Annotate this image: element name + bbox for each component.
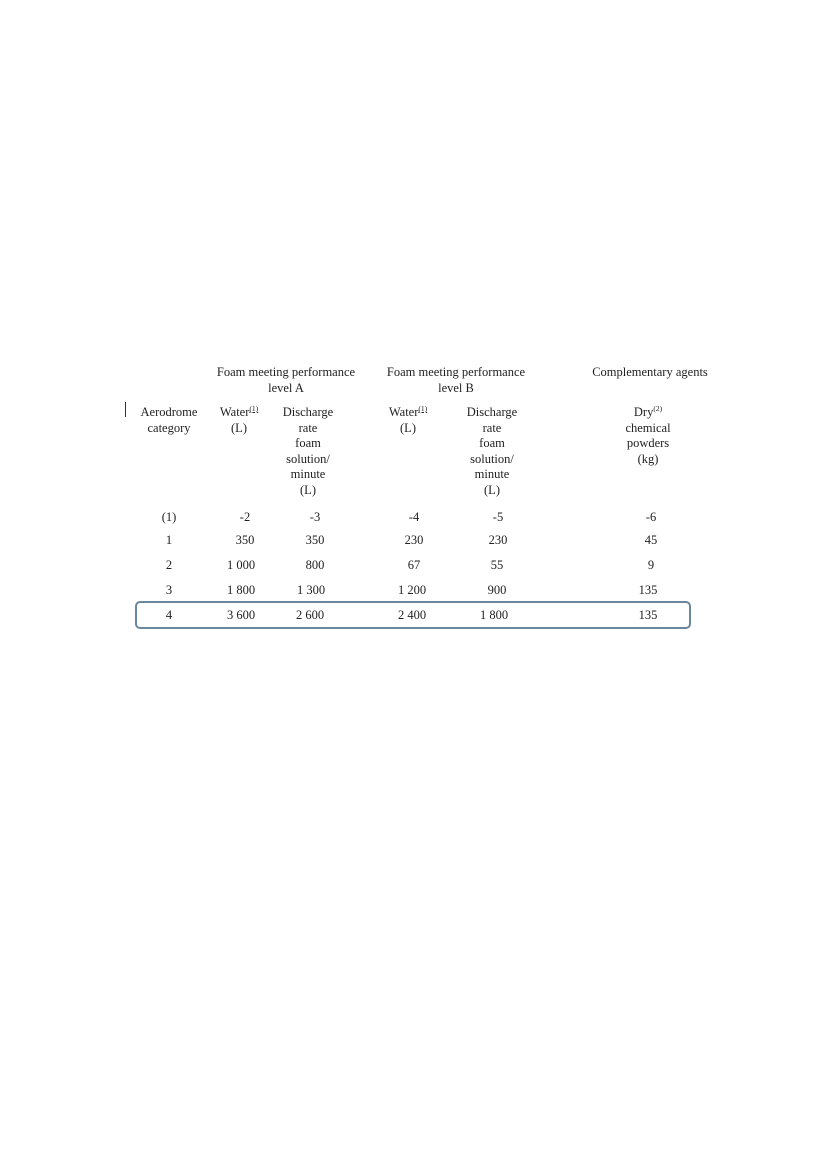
table-cell: 3: [165, 583, 173, 597]
column-header-dry-line3: powders: [626, 436, 670, 450]
table-cell: -5: [492, 510, 504, 524]
column-header-discharge-b-line6: (L): [484, 482, 500, 497]
column-header-discharge-a-line6: (L): [300, 482, 316, 497]
table-cell: 230: [404, 533, 424, 547]
table-cell: 1 300: [296, 583, 326, 597]
column-header-discharge-a-line4: solution/: [286, 451, 330, 466]
footnote-ref-dry: (2): [653, 404, 663, 413]
table-cell: 350: [235, 533, 255, 547]
table-cell: 900: [487, 583, 507, 597]
column-header-discharge-b-line1: Discharge: [466, 405, 518, 419]
column-header-dry-label: Dry: [633, 405, 654, 419]
group-header-foam-a-line2: level A: [268, 381, 304, 395]
table-cell: 9: [647, 558, 655, 572]
column-header-discharge-a-line1: Discharge: [282, 405, 334, 419]
column-header-discharge-b-line2: rate: [482, 420, 502, 435]
table-cell: 4: [165, 608, 173, 622]
group-header-foam-level-b: [376, 364, 536, 396]
column-header-water-b-unit: (L): [400, 420, 416, 435]
group-header-foam-b-line1: Foam meeting performance: [386, 365, 526, 379]
column-header-water-b: [378, 405, 438, 436]
column-header-category-line1: Aerodrome: [140, 405, 198, 419]
table-cell: -2: [239, 510, 251, 524]
table-cell: -3: [309, 510, 321, 524]
table-cell: 800: [305, 558, 325, 572]
table-cell: 3 600: [226, 608, 256, 622]
table-cell: 1 200: [397, 583, 427, 597]
table-cell: 1 800: [479, 608, 509, 622]
table-cell: 55: [490, 558, 504, 572]
column-header-dry-chemical-powders: [608, 405, 688, 467]
group-header-complementary-line1: Complementary agents: [592, 365, 708, 379]
column-header-discharge-a-line5: minute: [290, 467, 326, 481]
revision-change-bar: [125, 402, 126, 417]
column-header-water-a: [209, 405, 269, 436]
column-header-discharge-a-line3: foam: [295, 436, 321, 450]
group-header-foam-level-a: [206, 364, 366, 396]
column-header-water-a-unit: (L): [231, 420, 247, 435]
group-header-foam-a-line1: Foam meeting performance: [216, 365, 356, 379]
table-cell: (1): [161, 510, 177, 524]
group-header-foam-b-line2: level B: [438, 381, 474, 395]
column-header-discharge-a: [268, 405, 348, 498]
footnote-ref-water-a: (1): [249, 404, 259, 413]
table-cell: 2 600: [295, 608, 325, 622]
table-cell: 67: [407, 558, 421, 572]
column-header-category-line2: category: [147, 420, 191, 435]
table-cell: 350: [305, 533, 325, 547]
column-header-discharge-a-line2: rate: [298, 420, 318, 435]
table-cell: 2 400: [397, 608, 427, 622]
column-header-dry-line2: chemical: [625, 420, 671, 435]
table-cell: 135: [638, 583, 658, 597]
table-cell: -6: [645, 510, 657, 524]
column-header-discharge-b-line3: foam: [479, 436, 505, 450]
column-header-dry-line4: (kg): [637, 451, 659, 466]
column-header-aerodrome-category: [129, 405, 209, 436]
table-cell: 1 800: [226, 583, 256, 597]
table-cell: -4: [408, 510, 420, 524]
table-cell: 45: [644, 533, 658, 547]
column-header-discharge-b-line5: minute: [474, 467, 510, 481]
group-header-complementary-agents: [575, 364, 725, 380]
footnote-ref-water-b: (1): [418, 404, 428, 413]
column-header-discharge-b: [452, 405, 532, 498]
table-cell: 1: [165, 533, 173, 547]
table-cell: 135: [638, 608, 658, 622]
column-header-water-a-label: Water: [219, 405, 250, 419]
table-cell: 230: [488, 533, 508, 547]
table-cell: 2: [165, 558, 173, 572]
column-header-discharge-b-line4: solution/: [470, 451, 514, 466]
column-header-water-b-label: Water: [388, 405, 419, 419]
table-cell: 1 000: [226, 558, 256, 572]
